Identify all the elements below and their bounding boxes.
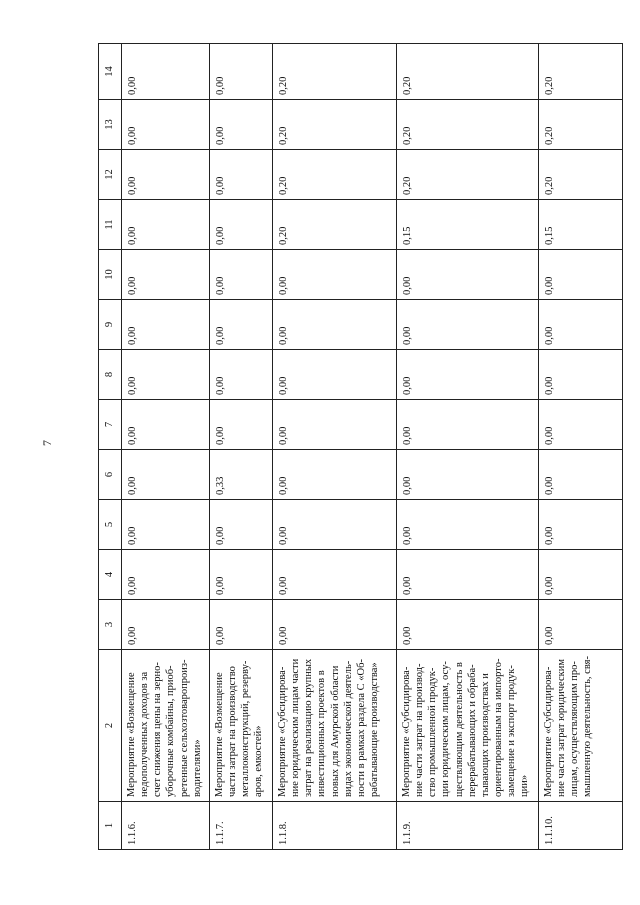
header-cell: 12 <box>99 150 122 200</box>
header-cell: 13 <box>99 100 122 150</box>
data-table <box>98 43 623 850</box>
value-cell: 0,00 <box>273 400 397 450</box>
value-cell: 0,00 <box>273 350 397 400</box>
value-cell: 0,00 <box>122 550 210 600</box>
value-cell: 0,00 <box>210 550 273 600</box>
table-row <box>210 44 273 850</box>
table-row <box>122 44 210 850</box>
value-cell: 0,00 <box>539 250 623 300</box>
row-description: Мероприятие «Возмещение части затрат на производство металлоконструкций, резерву-аров, емкостей» <box>210 650 273 802</box>
row-description: Мероприятие «Субсидирова-ние части затрат юридическим лицам, осуществляющим про-мышленную деятельность, свя- <box>539 650 623 802</box>
value-cell: 0,00 <box>273 300 397 350</box>
value-cell: 0,00 <box>122 100 210 150</box>
value-cell: 0,00 <box>273 450 397 500</box>
value-cell: 0,00 <box>210 250 273 300</box>
row-code: 1.1.8. <box>273 802 397 850</box>
value-cell: 0,00 <box>122 250 210 300</box>
value-cell: 0,20 <box>539 44 623 100</box>
header-cell: 2 <box>99 650 122 802</box>
row-code: 1.1.9. <box>397 802 539 850</box>
value-cell: 0,00 <box>210 400 273 450</box>
value-cell: 0,00 <box>122 500 210 550</box>
value-cell: 0,00 <box>397 450 539 500</box>
value-cell: 0,20 <box>397 150 539 200</box>
value-cell: 0,00 <box>397 250 539 300</box>
header-cell: 1 <box>99 802 122 850</box>
rotated-table-container <box>98 44 623 850</box>
row-code: 1.1.6. <box>122 802 210 850</box>
value-cell: 0,00 <box>122 350 210 400</box>
value-cell: 0,00 <box>122 400 210 450</box>
value-cell: 0,33 <box>210 450 273 500</box>
value-cell: 0,00 <box>210 350 273 400</box>
header-cell: 8 <box>99 350 122 400</box>
header-cell: 11 <box>99 200 122 250</box>
value-cell: 0,00 <box>210 44 273 100</box>
value-cell: 0,00 <box>539 350 623 400</box>
header-cell: 14 <box>99 44 122 100</box>
value-cell: 0,00 <box>273 250 397 300</box>
value-cell: 0,00 <box>397 550 539 600</box>
table-row <box>539 44 623 850</box>
value-cell: 0,00 <box>210 500 273 550</box>
value-cell: 0,00 <box>539 600 623 650</box>
value-cell: 0,00 <box>539 500 623 550</box>
value-cell: 0,00 <box>122 450 210 500</box>
value-cell: 0,00 <box>273 500 397 550</box>
value-cell: 0,00 <box>539 550 623 600</box>
header-row <box>99 44 122 850</box>
value-cell: 0,00 <box>122 300 210 350</box>
header-cell: 10 <box>99 250 122 300</box>
value-cell: 0,00 <box>539 400 623 450</box>
value-cell: 0,20 <box>273 150 397 200</box>
value-cell: 0,00 <box>210 300 273 350</box>
value-cell: 0,00 <box>273 550 397 600</box>
value-cell: 0,15 <box>397 200 539 250</box>
header-cell: 9 <box>99 300 122 350</box>
value-cell: 0,20 <box>273 200 397 250</box>
page-number: 7 <box>40 440 54 446</box>
value-cell: 0,00 <box>210 100 273 150</box>
value-cell: 0,00 <box>397 300 539 350</box>
header-cell: 3 <box>99 600 122 650</box>
value-cell: 0,00 <box>397 600 539 650</box>
table-row <box>397 44 539 850</box>
value-cell: 0,00 <box>122 200 210 250</box>
header-cell: 7 <box>99 400 122 450</box>
value-cell: 0,20 <box>273 44 397 100</box>
header-cell: 5 <box>99 500 122 550</box>
value-cell: 0,00 <box>122 150 210 200</box>
value-cell: 0,20 <box>397 44 539 100</box>
value-cell: 0,20 <box>273 100 397 150</box>
row-code: 1.1.10. <box>539 802 623 850</box>
value-cell: 0,00 <box>397 500 539 550</box>
row-code: 1.1.7. <box>210 802 273 850</box>
value-cell: 0,00 <box>210 600 273 650</box>
table-row <box>273 44 397 850</box>
value-cell: 0,00 <box>397 350 539 400</box>
header-cell: 4 <box>99 550 122 600</box>
value-cell: 0,20 <box>539 100 623 150</box>
value-cell: 0,00 <box>210 200 273 250</box>
value-cell: 0,00 <box>273 600 397 650</box>
value-cell: 0,15 <box>539 200 623 250</box>
row-description: Мероприятие «Возмещение недополученных доходов за счет снижения цены на зерно-уборочные комбайны, приоб-ретенные сельхозтоваропроиз-водителями» <box>122 650 210 802</box>
row-description: Мероприятие «Субсидирова-ние юридическим лицам части затрат на реализацию крупных инвестиционных проектов в новых для Амурской области видах экономической деятель-ности в рамках раздела С «Об-рабатывающие производства» <box>273 650 397 802</box>
row-description: Мероприятие «Субсидирова-ние части затрат на производ-ство промышленной продук-ции юридическим лицам, осу-ществляющим деятельность в перерабатывающих и обраба-тывающих производствах и ориентированным на импорто-замещение и экспорт продук-ции» <box>397 650 539 802</box>
value-cell: 0,00 <box>539 300 623 350</box>
value-cell: 0,20 <box>397 100 539 150</box>
value-cell: 0,00 <box>397 400 539 450</box>
value-cell: 0,00 <box>210 150 273 200</box>
value-cell: 0,00 <box>539 450 623 500</box>
value-cell: 0,00 <box>122 44 210 100</box>
value-cell: 0,20 <box>539 150 623 200</box>
header-cell: 6 <box>99 450 122 500</box>
value-cell: 0,00 <box>122 600 210 650</box>
